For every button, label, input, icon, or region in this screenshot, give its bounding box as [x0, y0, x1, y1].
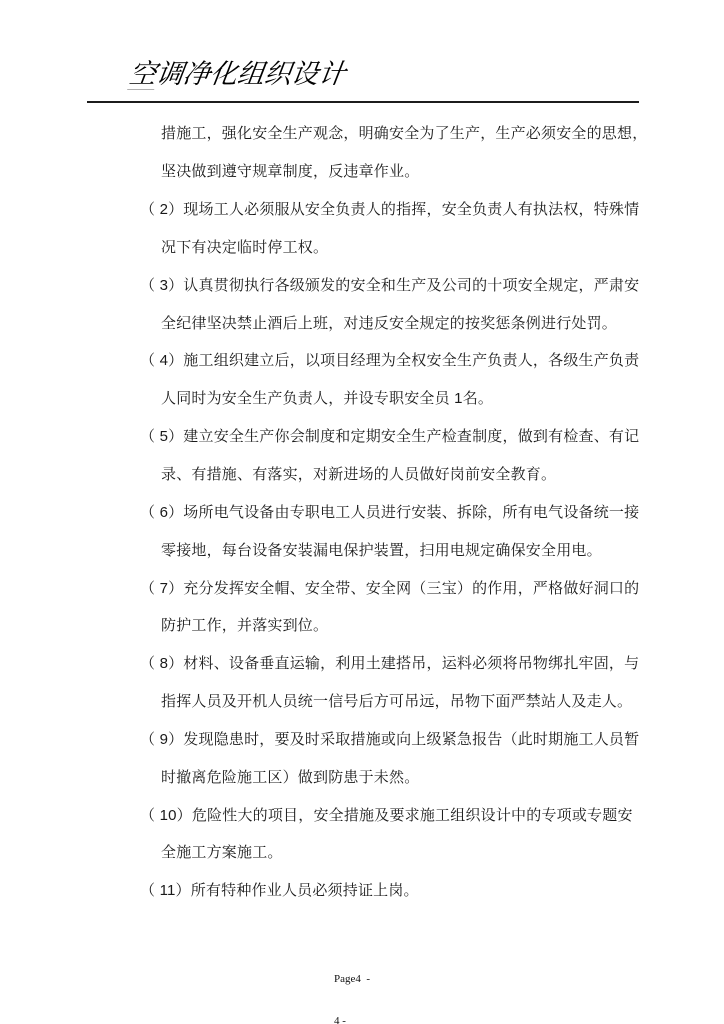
page-footer: [334, 944, 370, 1024]
document-line: 录、有措施、有落实，对新进场的人员做好岗前安全教育。: [161, 466, 557, 484]
document-line: （ 10）危险性大的项目，安全措施及要求施工组织设计中的专项或专题安: [140, 806, 633, 824]
document-line: 时撤离危险施工区）做到防患于未然。: [161, 768, 420, 786]
document-line: （ 11）所有特种作业人员必须持证上岗。: [140, 882, 419, 900]
footer-page-number-line1: Page4 -: [334, 973, 371, 985]
document-line: 指挥人员及开机人员统一信号后方可吊远，吊物下面严禁站人及走人。: [161, 693, 633, 711]
document-line: （ 2）现场工人必须服从安全负责人的指挥，安全负责人有执法权，特殊情: [140, 201, 640, 219]
document-line: 全纪律坚决禁止酒后上班，对违反安全规定的按奖惩条例进行处罚。: [161, 314, 618, 332]
document-line: （ 8）材料、设备垂直运输，利用土建搭吊，运料必须将吊物绑扎牢固，与: [140, 655, 640, 673]
document-title-first-char: 空: [127, 59, 159, 89]
document-line: 全施工方案施工。: [161, 844, 283, 862]
document-line: （ 4）施工组织建立后，以项目经理为全权安全生产负责人，各级生产负责: [140, 352, 640, 370]
footer-page-number-line2: 4 -: [334, 1015, 346, 1024]
document-line: 况下有决定临时停工权。: [161, 238, 329, 256]
document-line: 措施工，强化安全生产观念，明确安全为了生产，生产必须安全的思想，: [161, 125, 648, 143]
document-line: （ 9）发现隐患时，要及时采取措施或向上级紧急报告（此时期施工人员暂: [140, 730, 640, 748]
document-line: 防护工作，并落实到位。: [161, 617, 329, 635]
document-line: 零接地，每台设备安装漏电保护装置，扫用电规定确保安全用电。: [161, 541, 602, 559]
document-body: [140, 114, 646, 909]
document-title-rest: 调净化组织设计: [154, 59, 348, 89]
document-line: （ 3）认真贯彻执行各级颁发的安全和生产及公司的十项安全规定，严肃安: [140, 276, 640, 294]
document-line: （ 6）场所电气设备由专职电工人员进行安装、拆除，所有电气设备统一接: [140, 503, 640, 521]
document-line: （ 7）充分发挥安全帽、安全带、安全网（三宝）的作用，严格做好洞口的: [140, 579, 640, 597]
document-line: 坚决做到遵守规章制度，反违章作业。: [161, 163, 420, 181]
document-line: （ 5）建立安全生产你会制度和定期安全生产检查制度，做到有检查、有记: [140, 428, 640, 446]
document-line: 人同时为安全生产负责人，并设专职安全员 1名。: [161, 390, 494, 408]
document-title: [127, 57, 348, 91]
header-divider: [87, 101, 639, 103]
